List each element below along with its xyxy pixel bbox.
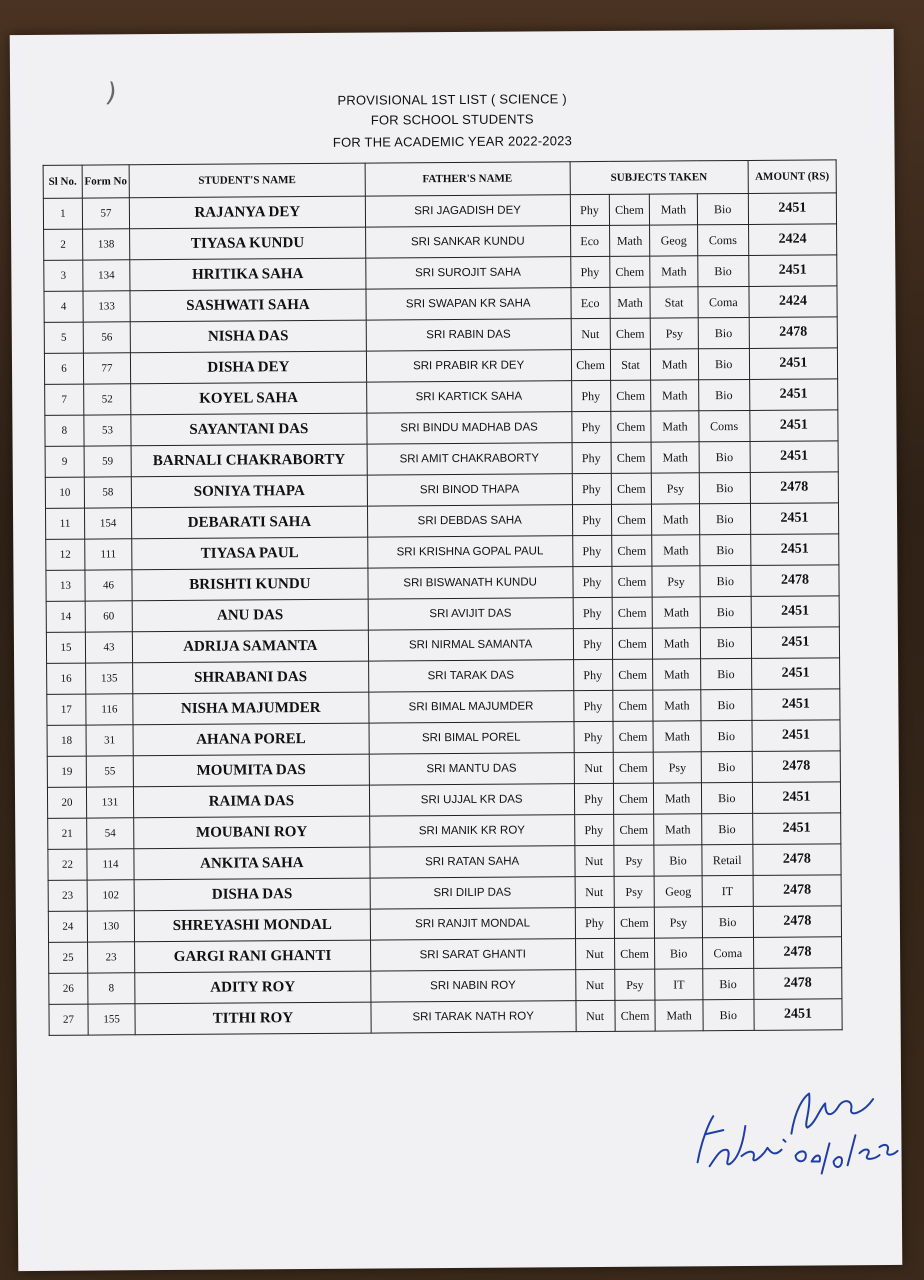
header-sl-no: Sl No. bbox=[43, 165, 82, 198]
cell-subject-1: Nut bbox=[575, 969, 614, 1000]
cell-sl-no: 18 bbox=[47, 725, 86, 756]
cell-subject-3: IT bbox=[655, 969, 702, 1000]
cell-form-no: 135 bbox=[86, 663, 133, 694]
cell-form-no: 31 bbox=[86, 725, 133, 756]
cell-sl-no: 11 bbox=[46, 508, 85, 539]
cell-subject-2: Chem bbox=[612, 659, 653, 690]
cell-subject-2: Chem bbox=[610, 411, 651, 442]
cell-subject-4: Bio bbox=[699, 441, 750, 472]
student-list-table bbox=[43, 159, 843, 1036]
cell-form-no: 60 bbox=[85, 601, 132, 632]
cell-form-no: 77 bbox=[83, 353, 130, 384]
cell-form-no: 111 bbox=[85, 539, 132, 570]
cell-subject-3: Math bbox=[651, 380, 698, 411]
cell-subject-4: Bio bbox=[700, 689, 751, 720]
cell-amount: 2451 bbox=[749, 379, 837, 411]
cell-subject-2: Chem bbox=[612, 597, 653, 628]
cell-subject-1: Chem bbox=[571, 349, 610, 380]
cell-subject-3: Math bbox=[651, 349, 698, 380]
cell-subject-3: Bio bbox=[654, 845, 701, 876]
cell-student-name: ANKITA SAHA bbox=[134, 847, 370, 880]
cell-subject-2: Chem bbox=[613, 752, 654, 783]
cell-amount: 2451 bbox=[749, 255, 837, 287]
cell-sl-no: 23 bbox=[48, 880, 87, 911]
cell-subject-2: Chem bbox=[611, 442, 652, 473]
cell-subject-2: Chem bbox=[611, 473, 652, 504]
cell-subject-1: Nut bbox=[571, 318, 610, 349]
cell-sl-no: 22 bbox=[48, 849, 87, 880]
cell-subject-4: Bio bbox=[700, 596, 751, 627]
cell-subject-3: Psy bbox=[654, 752, 701, 783]
cell-sl-no: 24 bbox=[48, 911, 87, 942]
cell-student-name: MOUBANI ROY bbox=[134, 816, 370, 849]
cell-subject-2: Chem bbox=[613, 721, 654, 752]
header-student-name: STUDENT'S NAME bbox=[129, 163, 365, 198]
document-sheet bbox=[10, 29, 903, 1271]
cell-subject-1: Phy bbox=[571, 411, 610, 442]
cell-subject-4: Bio bbox=[701, 720, 752, 751]
handwritten-signature bbox=[683, 1069, 904, 1191]
cell-father-name: SRI RANJIT MONDAL bbox=[370, 908, 575, 940]
cell-subject-4: Coma bbox=[698, 286, 749, 317]
cell-subject-1: Nut bbox=[574, 752, 613, 783]
cell-subject-3: Math bbox=[653, 690, 700, 721]
cell-student-name: HRITIKA SAHA bbox=[130, 258, 366, 291]
cell-sl-no: 12 bbox=[46, 539, 85, 570]
cell-subject-2: Psy bbox=[613, 845, 654, 876]
cell-subject-3: Math bbox=[652, 504, 699, 535]
cell-subject-1: Phy bbox=[572, 535, 611, 566]
cell-sl-no: 19 bbox=[47, 756, 86, 787]
cell-father-name: SRI SWAPAN KR SAHA bbox=[366, 288, 571, 320]
cell-subject-4: Bio bbox=[699, 534, 750, 565]
cell-subject-2: Chem bbox=[611, 566, 652, 597]
cell-sl-no: 1 bbox=[43, 198, 82, 229]
cell-subject-2: Chem bbox=[610, 318, 651, 349]
cell-student-name: KOYEL SAHA bbox=[131, 382, 367, 415]
cell-subject-1: Phy bbox=[573, 690, 612, 721]
cell-father-name: SRI BIMAL MAJUMDER bbox=[368, 691, 573, 723]
cell-student-name: SONIYA THAPA bbox=[131, 475, 367, 508]
cell-subject-4: Coms bbox=[698, 410, 749, 441]
cell-amount: 2451 bbox=[750, 503, 838, 535]
cell-subject-2: Chem bbox=[609, 194, 650, 225]
cell-subject-3: Math bbox=[651, 411, 698, 442]
cell-student-name: BRISHTI KUNDU bbox=[132, 568, 368, 601]
cell-subject-1: Nut bbox=[575, 876, 614, 907]
cell-student-name: RAIMA DAS bbox=[133, 785, 369, 818]
cell-subject-3: Psy bbox=[652, 566, 699, 597]
cell-subject-4: Bio bbox=[697, 193, 748, 224]
cell-father-name: SRI KRISHNA GOPAL PAUL bbox=[367, 536, 572, 568]
cell-subject-4: Bio bbox=[700, 565, 751, 596]
cell-form-no: 57 bbox=[82, 198, 129, 229]
cell-subject-2: Chem bbox=[613, 814, 654, 845]
cell-subject-1: Phy bbox=[570, 194, 609, 225]
cell-subject-4: Bio bbox=[698, 317, 749, 348]
cell-sl-no: 9 bbox=[45, 446, 84, 477]
cell-subject-2: Psy bbox=[614, 876, 655, 907]
cell-amount: 2451 bbox=[751, 627, 839, 659]
cell-subject-4: Bio bbox=[701, 782, 752, 813]
cell-amount: 2478 bbox=[753, 937, 841, 969]
cell-subject-1: Phy bbox=[572, 504, 611, 535]
cell-father-name: SRI SARAT GHANTI bbox=[370, 939, 575, 971]
cell-subject-4: Bio bbox=[702, 968, 753, 999]
cell-form-no: 59 bbox=[84, 446, 131, 477]
cell-form-no: 52 bbox=[84, 384, 131, 415]
cell-amount: 2478 bbox=[750, 472, 838, 504]
cell-subject-4: Bio bbox=[700, 658, 751, 689]
cell-father-name: SRI RABIN DAS bbox=[366, 319, 571, 351]
header-amount: AMOUNT (RS) bbox=[748, 160, 836, 194]
cell-subject-2: Chem bbox=[610, 380, 651, 411]
cell-father-name: SRI MANTU DAS bbox=[369, 753, 574, 785]
cell-subject-1: Phy bbox=[574, 814, 613, 845]
cell-sl-no: 13 bbox=[46, 570, 85, 601]
cell-father-name: SRI BINOD THAPA bbox=[367, 474, 572, 506]
cell-subject-1: Phy bbox=[572, 442, 611, 473]
cell-subject-3: Psy bbox=[655, 907, 702, 938]
cell-sl-no: 21 bbox=[48, 818, 87, 849]
cell-sl-no: 7 bbox=[45, 384, 84, 415]
cell-subject-4: Coma bbox=[702, 937, 753, 968]
cell-father-name: SRI UJJAL KR DAS bbox=[369, 784, 574, 816]
cell-sl-no: 4 bbox=[44, 291, 83, 322]
cell-amount: 2478 bbox=[752, 751, 840, 783]
cell-father-name: SRI PRABIR KR DEY bbox=[366, 350, 571, 382]
cell-subject-2: Psy bbox=[614, 969, 655, 1000]
cell-subject-4: Bio bbox=[699, 503, 750, 534]
document-subtitle: FOR SCHOOL STUDENTS bbox=[370, 111, 534, 128]
cell-subject-3: Math bbox=[654, 814, 701, 845]
cell-subject-3: Math bbox=[652, 535, 699, 566]
cell-subject-4: Coms bbox=[697, 224, 748, 255]
cell-amount: 2451 bbox=[752, 689, 840, 721]
cell-form-no: 8 bbox=[88, 973, 135, 1004]
cell-form-no: 102 bbox=[87, 880, 134, 911]
cell-father-name: SRI NIRMAL SAMANTA bbox=[368, 629, 573, 661]
cell-subject-1: Phy bbox=[573, 566, 612, 597]
cell-subject-2: Math bbox=[609, 225, 650, 256]
cell-subject-1: Phy bbox=[572, 473, 611, 504]
cell-father-name: SRI MANIK KR ROY bbox=[369, 815, 574, 847]
cell-amount: 2451 bbox=[754, 999, 842, 1031]
cell-amount: 2451 bbox=[751, 534, 839, 566]
cell-subject-2: Chem bbox=[612, 628, 653, 659]
cell-student-name: TITHI ROY bbox=[135, 1002, 371, 1035]
cell-amount: 2478 bbox=[753, 875, 841, 907]
cell-subject-1: Phy bbox=[571, 380, 610, 411]
cell-father-name: SRI SANKAR KUNDU bbox=[365, 226, 570, 258]
cell-sl-no: 14 bbox=[46, 601, 85, 632]
cell-subject-4: Bio bbox=[698, 348, 749, 379]
cell-subject-3: Math bbox=[654, 783, 701, 814]
cell-student-name: DISHA DEY bbox=[130, 351, 366, 384]
cell-subject-4: Bio bbox=[700, 627, 751, 658]
cell-subject-2: Chem bbox=[614, 907, 655, 938]
cell-sl-no: 10 bbox=[45, 477, 84, 508]
cell-subject-3: Bio bbox=[655, 938, 702, 969]
cell-form-no: 46 bbox=[85, 570, 132, 601]
cell-student-name: BARNALI CHAKRABORTY bbox=[131, 444, 367, 477]
cell-subject-4: Retail bbox=[701, 844, 752, 875]
cell-form-no: 154 bbox=[84, 508, 131, 539]
cell-student-name: TIYASA PAUL bbox=[132, 537, 368, 570]
cell-sl-no: 3 bbox=[44, 260, 83, 291]
cell-subject-1: Phy bbox=[573, 659, 612, 690]
cell-subject-1: Phy bbox=[573, 628, 612, 659]
cell-form-no: 54 bbox=[87, 818, 134, 849]
cell-sl-no: 6 bbox=[44, 353, 83, 384]
cell-amount: 2478 bbox=[754, 968, 842, 1000]
cell-subject-2: Chem bbox=[614, 1000, 655, 1031]
cell-subject-1: Nut bbox=[574, 845, 613, 876]
cell-subject-2: Chem bbox=[611, 504, 652, 535]
cell-subject-4: Bio bbox=[697, 255, 748, 286]
cell-amount: 2451 bbox=[752, 813, 840, 845]
cell-sl-no: 2 bbox=[44, 229, 83, 260]
cell-subject-1: Phy bbox=[570, 256, 609, 287]
cell-student-name: RAJANYA DEY bbox=[129, 196, 365, 229]
cell-subject-1: Phy bbox=[574, 721, 613, 752]
cell-student-name: AHANA POREL bbox=[133, 723, 369, 756]
cell-sl-no: 8 bbox=[45, 415, 84, 446]
cell-form-no: 43 bbox=[85, 632, 132, 663]
cell-student-name: SAYANTANI DAS bbox=[131, 413, 367, 446]
cell-subject-3: Psy bbox=[652, 473, 699, 504]
cell-form-no: 116 bbox=[86, 694, 133, 725]
cell-form-no: 138 bbox=[82, 229, 129, 260]
cell-subject-4: Bio bbox=[702, 906, 753, 937]
cell-father-name: SRI DEBDAS SAHA bbox=[367, 505, 572, 537]
cell-amount: 2451 bbox=[749, 348, 837, 380]
cell-father-name: SRI TARAK NATH ROY bbox=[371, 1001, 576, 1033]
cell-student-name: MOUMITA DAS bbox=[133, 754, 369, 787]
cell-sl-no: 25 bbox=[49, 942, 88, 973]
cell-form-no: 134 bbox=[83, 260, 130, 291]
table-header-row bbox=[43, 160, 836, 199]
cell-subject-2: Chem bbox=[614, 938, 655, 969]
cell-form-no: 131 bbox=[86, 787, 133, 818]
cell-subject-3: Geog bbox=[650, 225, 697, 256]
cell-student-name: TIYASA KUNDU bbox=[130, 227, 366, 260]
cell-form-no: 53 bbox=[84, 415, 131, 446]
cell-amount: 2451 bbox=[751, 658, 839, 690]
cell-subject-4: Bio bbox=[699, 472, 750, 503]
cell-form-no: 23 bbox=[87, 942, 134, 973]
cell-amount: 2478 bbox=[753, 906, 841, 938]
cell-father-name: SRI TARAK DAS bbox=[368, 660, 573, 692]
cell-subject-3: Math bbox=[650, 256, 697, 287]
header-father-name: FATHER'S NAME bbox=[365, 162, 570, 196]
cell-subject-2: Stat bbox=[610, 349, 651, 380]
cell-father-name: SRI BIMAL POREL bbox=[369, 722, 574, 754]
table-row bbox=[49, 999, 842, 1036]
cell-subject-1: Phy bbox=[574, 783, 613, 814]
cell-father-name: SRI SUROJIT SAHA bbox=[365, 257, 570, 289]
cell-amount: 2451 bbox=[750, 410, 838, 442]
cell-amount: 2478 bbox=[753, 844, 841, 876]
cell-subject-3: Math bbox=[653, 721, 700, 752]
cell-subject-3: Math bbox=[653, 597, 700, 628]
cell-subject-4: IT bbox=[702, 875, 753, 906]
cell-sl-no: 20 bbox=[47, 787, 86, 818]
cell-amount: 2478 bbox=[751, 565, 839, 597]
cell-student-name: NISHA DAS bbox=[130, 320, 366, 353]
cell-student-name: GARGI RANI GHANTI bbox=[135, 940, 371, 973]
cell-form-no: 114 bbox=[87, 849, 134, 880]
cell-amount: 2424 bbox=[748, 224, 836, 256]
cell-subject-3: Psy bbox=[651, 318, 698, 349]
cell-amount: 2451 bbox=[750, 441, 838, 473]
cell-subject-3: Math bbox=[652, 442, 699, 473]
cell-subject-4: Bio bbox=[701, 813, 752, 844]
cell-amount: 2451 bbox=[752, 782, 840, 814]
cell-subject-3: Stat bbox=[650, 287, 697, 318]
cell-amount: 2451 bbox=[752, 720, 840, 752]
cell-student-name: ADRIJA SAMANTA bbox=[132, 630, 368, 663]
cell-sl-no: 17 bbox=[47, 694, 86, 725]
document-title: PROVISIONAL 1ST LIST ( SCIENCE ) bbox=[337, 91, 567, 108]
cell-subject-2: Chem bbox=[611, 535, 652, 566]
cell-subject-4: Bio bbox=[701, 751, 752, 782]
cell-subject-1: Phy bbox=[573, 597, 612, 628]
cell-subject-2: Chem bbox=[609, 256, 650, 287]
cell-subject-1: Eco bbox=[570, 225, 609, 256]
cell-father-name: SRI RATAN SAHA bbox=[370, 846, 575, 878]
cell-sl-no: 27 bbox=[49, 1004, 88, 1035]
academic-year-line: FOR THE ACADEMIC YEAR 2022-2023 bbox=[332, 133, 573, 150]
cell-form-no: 133 bbox=[83, 291, 130, 322]
cell-father-name: SRI NABIN ROY bbox=[370, 970, 575, 1002]
header-form-no: Form No bbox=[82, 165, 129, 198]
cell-form-no: 56 bbox=[83, 322, 130, 353]
cell-sl-no: 26 bbox=[49, 973, 88, 1004]
cell-sl-no: 5 bbox=[44, 322, 83, 353]
cell-amount: 2451 bbox=[751, 596, 839, 628]
cell-form-no: 155 bbox=[88, 1004, 135, 1035]
cell-father-name: SRI AMIT CHAKRABORTY bbox=[367, 443, 572, 475]
cell-student-name: NISHA MAJUMDER bbox=[133, 692, 369, 725]
cell-student-name: SASHWATI SAHA bbox=[130, 289, 366, 322]
cell-sl-no: 15 bbox=[46, 632, 85, 663]
cell-father-name: SRI BINDU MADHAB DAS bbox=[367, 412, 572, 444]
cell-subject-3: Math bbox=[653, 628, 700, 659]
cell-subject-4: Bio bbox=[703, 999, 754, 1030]
cell-student-name: DISHA DAS bbox=[134, 878, 370, 911]
cell-subject-3: Geog bbox=[655, 876, 702, 907]
cell-subject-1: Nut bbox=[576, 1000, 615, 1031]
cell-father-name: SRI DILIP DAS bbox=[370, 877, 575, 909]
cell-form-no: 58 bbox=[84, 477, 131, 508]
cell-form-no: 55 bbox=[86, 756, 133, 787]
cell-form-no: 130 bbox=[87, 911, 134, 942]
cell-subject-3: Math bbox=[650, 194, 697, 225]
cell-father-name: SRI AVIJIT DAS bbox=[368, 598, 573, 630]
header-subjects: SUBJECTS TAKEN bbox=[570, 160, 748, 194]
cell-sl-no: 16 bbox=[47, 663, 86, 694]
cell-student-name: ADITY ROY bbox=[135, 971, 371, 1004]
cell-subject-2: Chem bbox=[613, 783, 654, 814]
cell-student-name: DEBARATI SAHA bbox=[132, 506, 368, 539]
cell-subject-3: Math bbox=[655, 1000, 702, 1031]
cell-amount: 2424 bbox=[749, 286, 837, 318]
cell-subject-3: Math bbox=[653, 659, 700, 690]
cell-student-name: SHREYASHI MONDAL bbox=[134, 909, 370, 942]
cell-subject-2: Math bbox=[609, 287, 650, 318]
cell-student-name: ANU DAS bbox=[132, 599, 368, 632]
cell-father-name: SRI BISWANATH KUNDU bbox=[368, 567, 573, 599]
cell-subject-1: Eco bbox=[571, 287, 610, 318]
cell-student-name: SHRABANI DAS bbox=[133, 661, 369, 694]
cell-subject-1: Phy bbox=[575, 907, 614, 938]
pen-mark: ) bbox=[103, 77, 119, 110]
cell-subject-2: Chem bbox=[612, 690, 653, 721]
cell-father-name: SRI JAGADISH DEY bbox=[365, 195, 570, 227]
cell-amount: 2451 bbox=[748, 193, 836, 225]
cell-father-name: SRI KARTICK SAHA bbox=[366, 381, 571, 413]
cell-amount: 2478 bbox=[749, 317, 837, 349]
cell-subject-4: Bio bbox=[698, 379, 749, 410]
cell-subject-1: Nut bbox=[575, 938, 614, 969]
